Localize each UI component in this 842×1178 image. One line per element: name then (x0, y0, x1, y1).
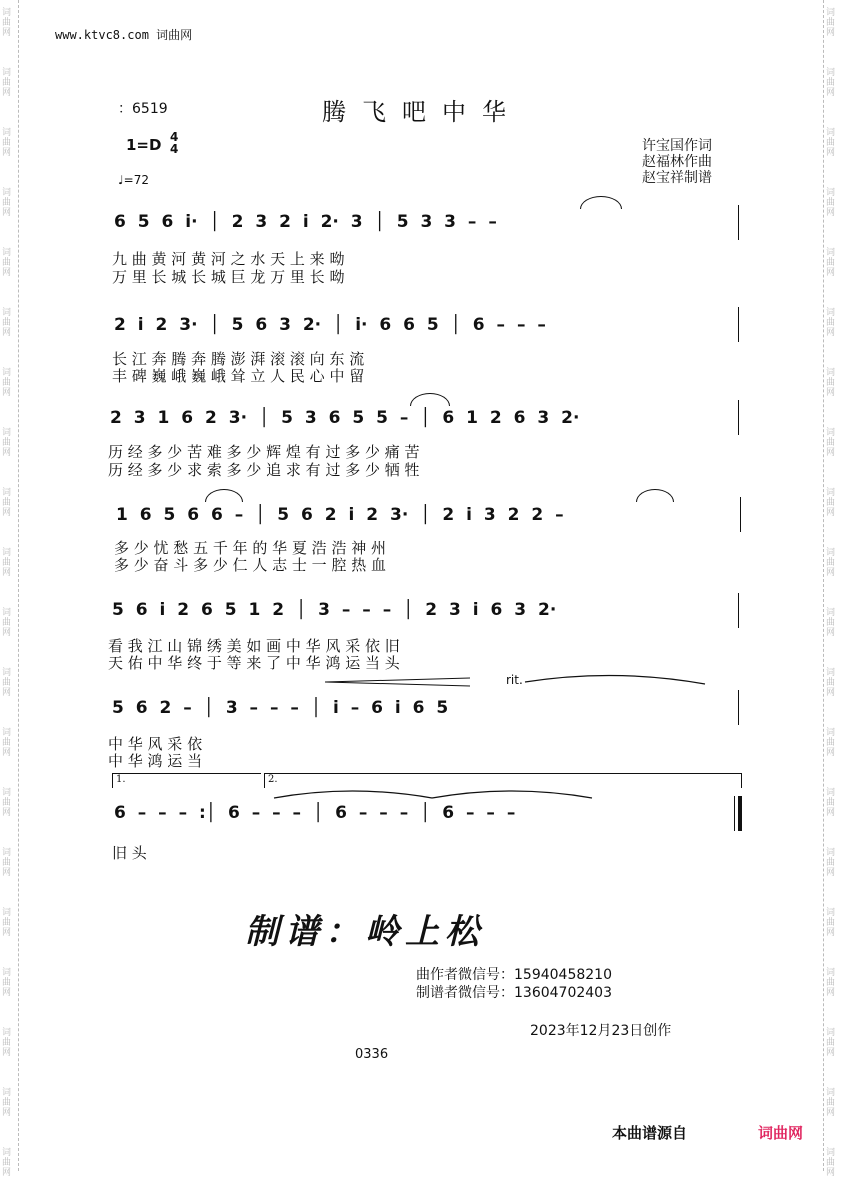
notes-row-4: 1 6 5 6 6 – │ 5 6 2 i 2 3· │ 2 i 3 2 2 – (116, 505, 564, 525)
contact-info (416, 966, 612, 1002)
notes-row-3: 2 3 1 6 2 3· │ 5 3 6 5 5 – │ 6 1 2 6 3 2· (110, 408, 580, 428)
slur (205, 489, 243, 502)
time-signature (170, 131, 178, 155)
watermark-text: 词 曲 网 (2, 368, 12, 398)
ties (272, 786, 602, 800)
brand-link[interactable]: 词曲网 (758, 1124, 804, 1142)
right-watermark-strip (823, 0, 842, 1178)
rit-mark: rit. (506, 673, 523, 687)
lyric-row-5-verse-1: 看 我 江 山 锦 绣 美 如 画 中 华 风 采 依 旧 (108, 637, 400, 655)
arranger: 赵宝祥制谱 (642, 170, 712, 186)
lyric-row-6-verse-2: 中 华 鸿 运 当 (108, 752, 203, 770)
notes-row-2: 2 i 2 3· │ 5 6 3 2· │ i· 6 6 5 │ 6 – – – (114, 315, 546, 335)
key-signature: 1=D (126, 136, 162, 154)
watermark-text: 词 曲 网 (826, 608, 836, 638)
arranger-wechat: 制谱者微信号：13604702403 (416, 985, 612, 1001)
lyric-row-2-verse-1: 长 江 奔 腾 奔 腾 澎 湃 滚 滚 向 东 流 (112, 350, 365, 368)
watermark-text: 词 曲 网 (2, 188, 12, 218)
lyric-row-1-verse-1: 九 曲 黄 河 黄 河 之 水 天 上 来 呦 (112, 250, 345, 268)
lyricist: 许宝国作词 (642, 138, 712, 154)
page-number: 0336 (355, 1047, 389, 1062)
watermark-text: 词 曲 网 (826, 1088, 836, 1118)
watermark-text: 词 曲 网 (826, 368, 836, 398)
watermark-text: 词 曲 网 (826, 248, 836, 278)
volta-2-label: 2. (268, 774, 278, 785)
final-barline-thin (734, 796, 735, 831)
watermark-text: 词 曲 网 (2, 908, 12, 938)
watermark-text: 词 曲 网 (2, 1148, 12, 1178)
watermark-text: 词 曲 网 (2, 968, 12, 998)
lyric-row-3-verse-1: 历 经 多 少 苦 难 多 少 辉 煌 有 过 多 少 痛 苦 (108, 443, 420, 461)
barline (738, 593, 739, 628)
notes-row-6: 5 6 2 – │ 3 – – – │ i – 6 i 6 5 (112, 698, 449, 718)
time-bottom: 4 (170, 142, 179, 156)
lyric-row-4-verse-2: 多 少 奋 斗 多 少 仁 人 志 士 一 腔 热 血 (114, 556, 386, 574)
slur (580, 196, 622, 209)
watermark-text: 词 曲 网 (826, 668, 836, 698)
watermark-text: 词 曲 网 (826, 788, 836, 818)
watermark-text: 词 曲 网 (2, 8, 12, 38)
notes-row-5: 5 6 i 2 6 5 1 2 │ 3 – – – │ 2 3 i 6 3 2· (112, 600, 557, 620)
watermark-text: 词 曲 网 (2, 1088, 12, 1118)
watermark-text: 词 曲 网 (2, 728, 12, 758)
lyric-row-1-verse-2: 万 里 长 城 长 城 巨 龙 万 里 长 呦 (112, 268, 345, 286)
watermark-text: 词 曲 网 (826, 428, 836, 458)
watermark-text: 词 曲 网 (2, 848, 12, 878)
lyric-row-2-verse-2: 丰 碑 巍 峨 巍 峨 耸 立 人 民 心 中 留 (112, 367, 365, 385)
watermark-text: 词 曲 网 (2, 488, 12, 518)
notes-row-7: 6 – – – :│ 6 – – – │ 6 – – – │ 6 – – – (114, 803, 516, 823)
watermark-text: 词 曲 网 (2, 608, 12, 638)
final-barline-thick (738, 796, 742, 831)
watermark-text: 词 曲 网 (826, 548, 836, 578)
watermark-text: 词 曲 网 (826, 308, 836, 338)
lyric-row-4-verse-1: 多 少 忧 愁 五 千 年 的 华 夏 浩 浩 神 州 (114, 539, 386, 557)
watermark-text: 词 曲 网 (826, 1148, 836, 1178)
watermark-text: 词 曲 网 (826, 188, 836, 218)
song-code: ：6519 (118, 101, 168, 117)
watermark-text: 词 曲 网 (826, 848, 836, 878)
slur (636, 489, 674, 502)
time-top: 4 (170, 130, 179, 144)
barline (738, 690, 739, 725)
slur (410, 393, 450, 406)
lyric-row-6-verse-1: 中 华 风 采 依 (108, 735, 203, 753)
watermark-text: 词 曲 网 (826, 968, 836, 998)
barline (738, 400, 739, 435)
watermark-text: 词 曲 网 (2, 248, 12, 278)
maker-signature: 制谱：岭上松 (245, 912, 485, 952)
lyric-row-7: 旧 头 (112, 844, 147, 862)
watermark-text: 词 曲 网 (826, 128, 836, 158)
watermark-text: 词 曲 网 (2, 68, 12, 98)
watermark-text: 词 曲 网 (2, 548, 12, 578)
watermark-text: 词 曲 网 (826, 1028, 836, 1058)
watermark-text: 词 曲 网 (2, 788, 12, 818)
watermark-text: 词 曲 网 (826, 728, 836, 758)
barline (740, 497, 741, 532)
lyric-row-3-verse-2: 历 经 多 少 求 索 多 少 追 求 有 过 多 少 牺 牲 (108, 461, 420, 479)
watermark-text: 词 曲 网 (826, 68, 836, 98)
song-title: 腾飞吧中华 (322, 98, 522, 126)
watermark-text: 词 曲 网 (2, 308, 12, 338)
composer: 赵福林作曲 (642, 154, 712, 170)
watermark-text: 词 曲 网 (2, 428, 12, 458)
lyric-row-5-verse-2: 天 佑 中 华 终 于 等 来 了 中 华 鸿 运 当 头 (108, 654, 400, 672)
watermark-text: 词 曲 网 (826, 488, 836, 518)
watermark-text: 词 曲 网 (826, 8, 836, 38)
site-url[interactable]: www.ktvc8.com 词曲网 (55, 28, 193, 42)
barline (738, 307, 739, 342)
barline (738, 205, 739, 240)
composer-wechat: 曲作者微信号：15940458210 (416, 967, 612, 983)
watermark-text: 词 曲 网 (2, 1028, 12, 1058)
creation-date: 2023年12月23日创作 (530, 1023, 672, 1039)
watermark-text: 词 曲 网 (826, 908, 836, 938)
watermark-text: 词 曲 网 (2, 668, 12, 698)
left-watermark-strip (0, 0, 19, 1178)
source-label: 本曲谱源自 (612, 1124, 688, 1142)
tempo-mark: ♩=72 (118, 173, 149, 187)
credits (642, 138, 712, 186)
notes-row-1: 6 5 6 i· │ 2 3 2 i 2· 3 │ 5 3 3 – – (114, 212, 497, 232)
volta-1-label: 1. (116, 774, 126, 785)
watermark-text: 词 曲 网 (2, 128, 12, 158)
volta-1-bracket (112, 773, 261, 788)
